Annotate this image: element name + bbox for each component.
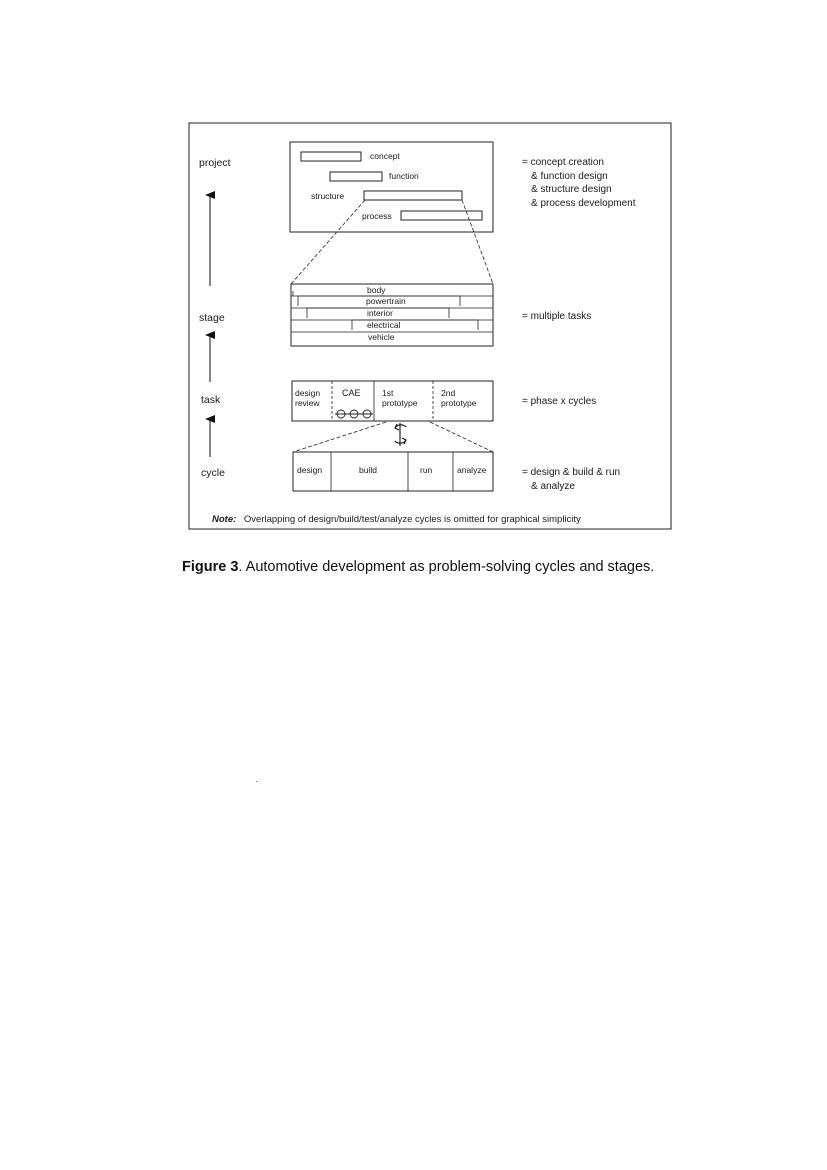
stage-electrical: electrical [367,320,401,330]
cycle-design: design [297,465,323,475]
desc-stage: = multiple tasks [522,311,592,322]
cycle-build: build [359,465,377,475]
cycle-analyze: analyze [457,465,487,475]
desc-cycle-line1: = design & build & run [522,467,621,478]
concept-bar [301,152,361,161]
desc-project-line1: = concept creation [522,157,604,168]
task-cae: CAE [342,388,361,398]
task-1st-prototype-line2: prototype [382,398,418,408]
scan-speck [256,781,257,782]
task-design-review-line2: review [295,398,320,408]
function-label: function [389,171,419,181]
stage-body: body [367,285,386,295]
desc-project-line3: & structure design [531,184,612,195]
zoom-line-project-right [462,200,493,284]
task-1st-prototype-line1: 1st [382,388,394,398]
note-label: Note: [212,514,237,525]
cycle-run: run [420,465,433,475]
level-label-cycle: cycle [201,467,225,479]
level-label-project: project [199,157,231,169]
concept-label: concept [370,151,400,161]
note [212,514,581,525]
structure-bar [364,191,462,200]
zoom-line-task-left [293,422,386,452]
desc-cycle-line2: & analyze [531,481,575,492]
level-label-stage: stage [199,312,225,324]
zoom-line-task-right [430,422,493,452]
stage-vehicle: vehicle [368,332,395,342]
stage-interior: interior [367,308,393,318]
level-label-task: task [201,394,221,406]
function-bar [330,172,382,181]
structure-label: structure [311,191,345,201]
cae-mini-cycles-icon [335,410,373,418]
figure-caption [182,559,654,575]
automotive-development-diagram [0,0,827,560]
desc-project-line4: & process development [531,198,636,209]
figure-caption-text: . Automotive development as problem-solving cycles and stages. [238,559,655,575]
desc-task: = phase x cycles [522,396,597,407]
zoom-line-project-left [291,200,365,284]
task-2nd-prototype-line2: prototype [441,398,477,408]
cycle-rotation-icon [395,423,406,446]
process-bar [401,211,482,220]
figure-caption-label: Figure 3 [182,559,239,575]
figure [0,0,827,565]
stage-powertrain: powertrain [366,296,406,306]
desc-project-line2: & function design [531,171,608,182]
task-design-review-line1: design [295,388,321,398]
task-2nd-prototype-line1: 2nd [441,388,456,398]
process-label: process [362,211,392,221]
note-text: Overlapping of design/build/test/analyze cycles is omitted for graphical simplicity [243,514,581,525]
